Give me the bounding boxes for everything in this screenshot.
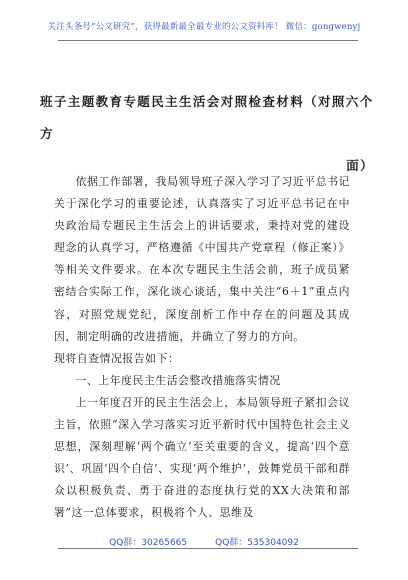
section-heading-1: 一、上年度民主生活会整改措施落实情况 [75,373,281,387]
title-line-2: 面） [346,158,374,173]
paragraph-section-1: 上一年度召开的民主生活会上，本局领导班子紧扣会议主旨，依照“深入学习落实习近平新时代中国特色社会主义思想，深刻理解‘两个确立’至关重要的含义，提高‘四个意识’、巩固‘四个自信’、实现‘两个维护’，鼓舞党员干部和群众以积极负责、勇于奋进的态度执行党的XX大决策和部署”这一总体要求，积极将个人、思维及 [54,395,350,520]
header-divider [58,40,358,41]
document-body [54,171,350,525]
footer-qq-group-2: QQ群：535304092 [215,538,299,548]
footer-divider [58,548,358,549]
footer-contact [0,535,408,548]
title-line-1: 班子主题教育专题民主生活会对照检查材料（对照六个方 [40,94,374,141]
paragraph-intro: 依据工作部署，我局领导班子深入学习了习近平总书记关于深化学习的重要论述，认真落实了习近平总书记在中央政治局专题民主生活会上的讲话要求，秉持对党的建设理念的认真学习，严格遵循《中国共产党章程（修正案）》等相关文件要求。在本次专题民主生活会前，班子成员紧密结合实际工作，深化谈心谈话，集中关注“6＋1”重点内容，对照党规党纪，深度剖析工作中存在的问题及其成因，制定明确的改进措施，并确立了努力的方向。 [54,175,350,343]
header-banner: 关注头条号“公文研究”，获得最新最全最专业的公文资料库！ 微信：gongwenyj [47,22,361,32]
footer-qq-group-1: QQ群：30265665 [109,538,188,548]
document-title [40,86,374,182]
paragraph-intro-tail: 现将自查情况报告如下： [54,351,180,365]
